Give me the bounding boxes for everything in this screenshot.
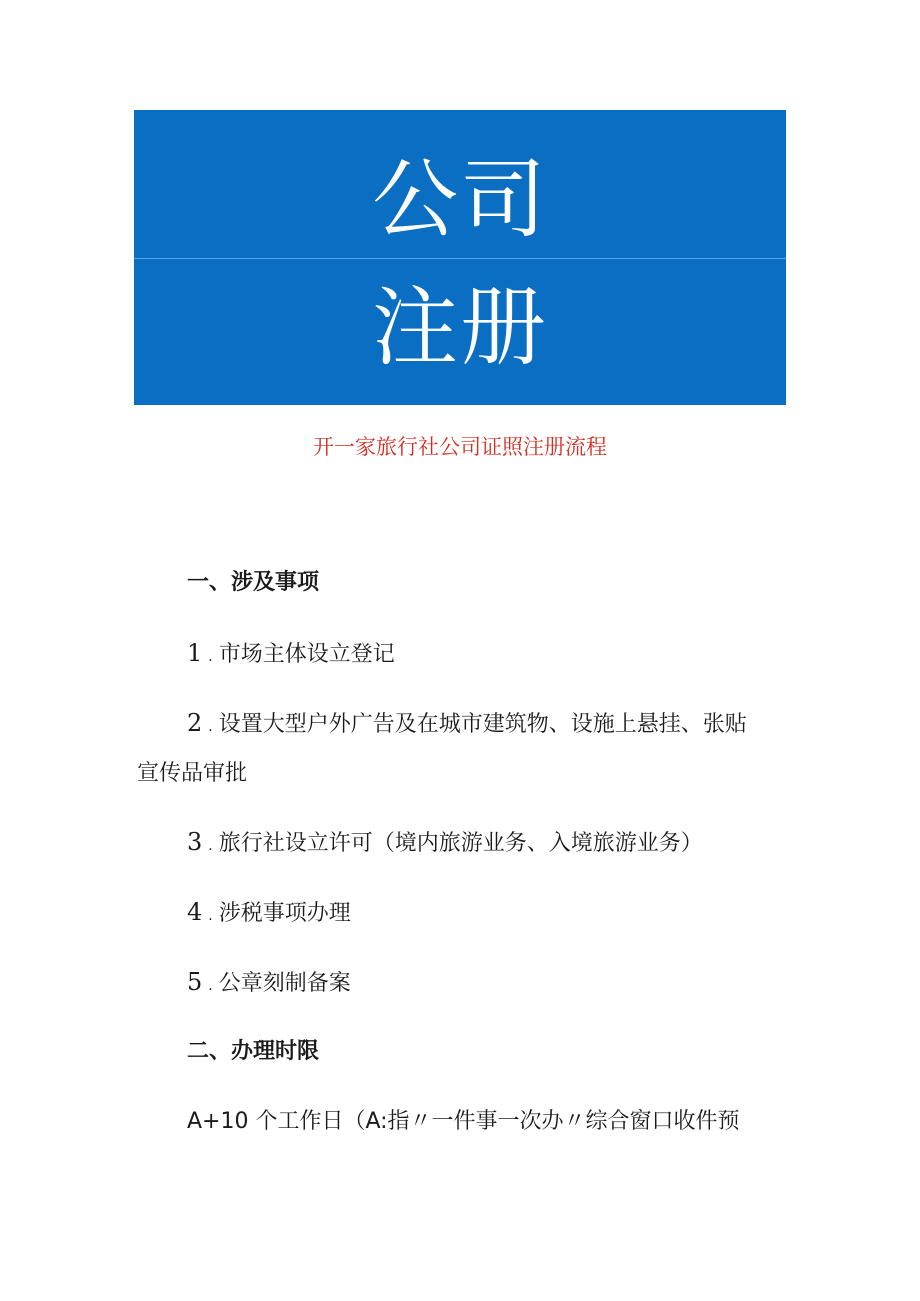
- item-dot: .: [208, 908, 213, 924]
- item-text-continuation: 宣传品审批: [137, 761, 248, 786]
- section1-heading: 一、涉及事项: [187, 570, 320, 595]
- item-text: 市场主体设立登记: [218, 642, 395, 667]
- item-text: 设置大型户外广告及在城市建筑物、设施上悬挂、张贴: [218, 712, 747, 737]
- list-item: [187, 826, 703, 862]
- item-text: 旅行社设立许可（境内旅游业务、入境旅游业务）: [218, 831, 703, 856]
- item-dot: .: [208, 838, 213, 854]
- item-number: 1: [187, 639, 203, 667]
- item-number: 2: [187, 709, 203, 737]
- item-number: 3: [187, 828, 203, 856]
- section2-heading: 二、办理时限: [187, 1039, 320, 1064]
- item-dot: .: [208, 719, 213, 735]
- cover-title-line2: 注册: [372, 278, 548, 378]
- document-subtitle: 开一家旅行社公司证照注册流程: [313, 435, 607, 459]
- list-item: [187, 896, 351, 932]
- list-item: [187, 637, 395, 673]
- list-item: [187, 966, 351, 1002]
- list-item: [187, 707, 747, 743]
- section2-body: A+10 个工作日（A:指〃一件事一次办〃综合窗口收件预: [187, 1109, 740, 1134]
- item-dot: .: [208, 978, 213, 994]
- cover-banner: [134, 110, 786, 405]
- cover-divider: [134, 258, 786, 259]
- item-text: 涉税事项办理: [218, 901, 351, 926]
- item-text: 公章刻制备案: [218, 971, 351, 996]
- item-dot: .: [208, 649, 213, 665]
- cover-title-line1: 公司: [372, 150, 548, 250]
- item-number: 4: [187, 898, 203, 926]
- item-number: 5: [187, 968, 203, 996]
